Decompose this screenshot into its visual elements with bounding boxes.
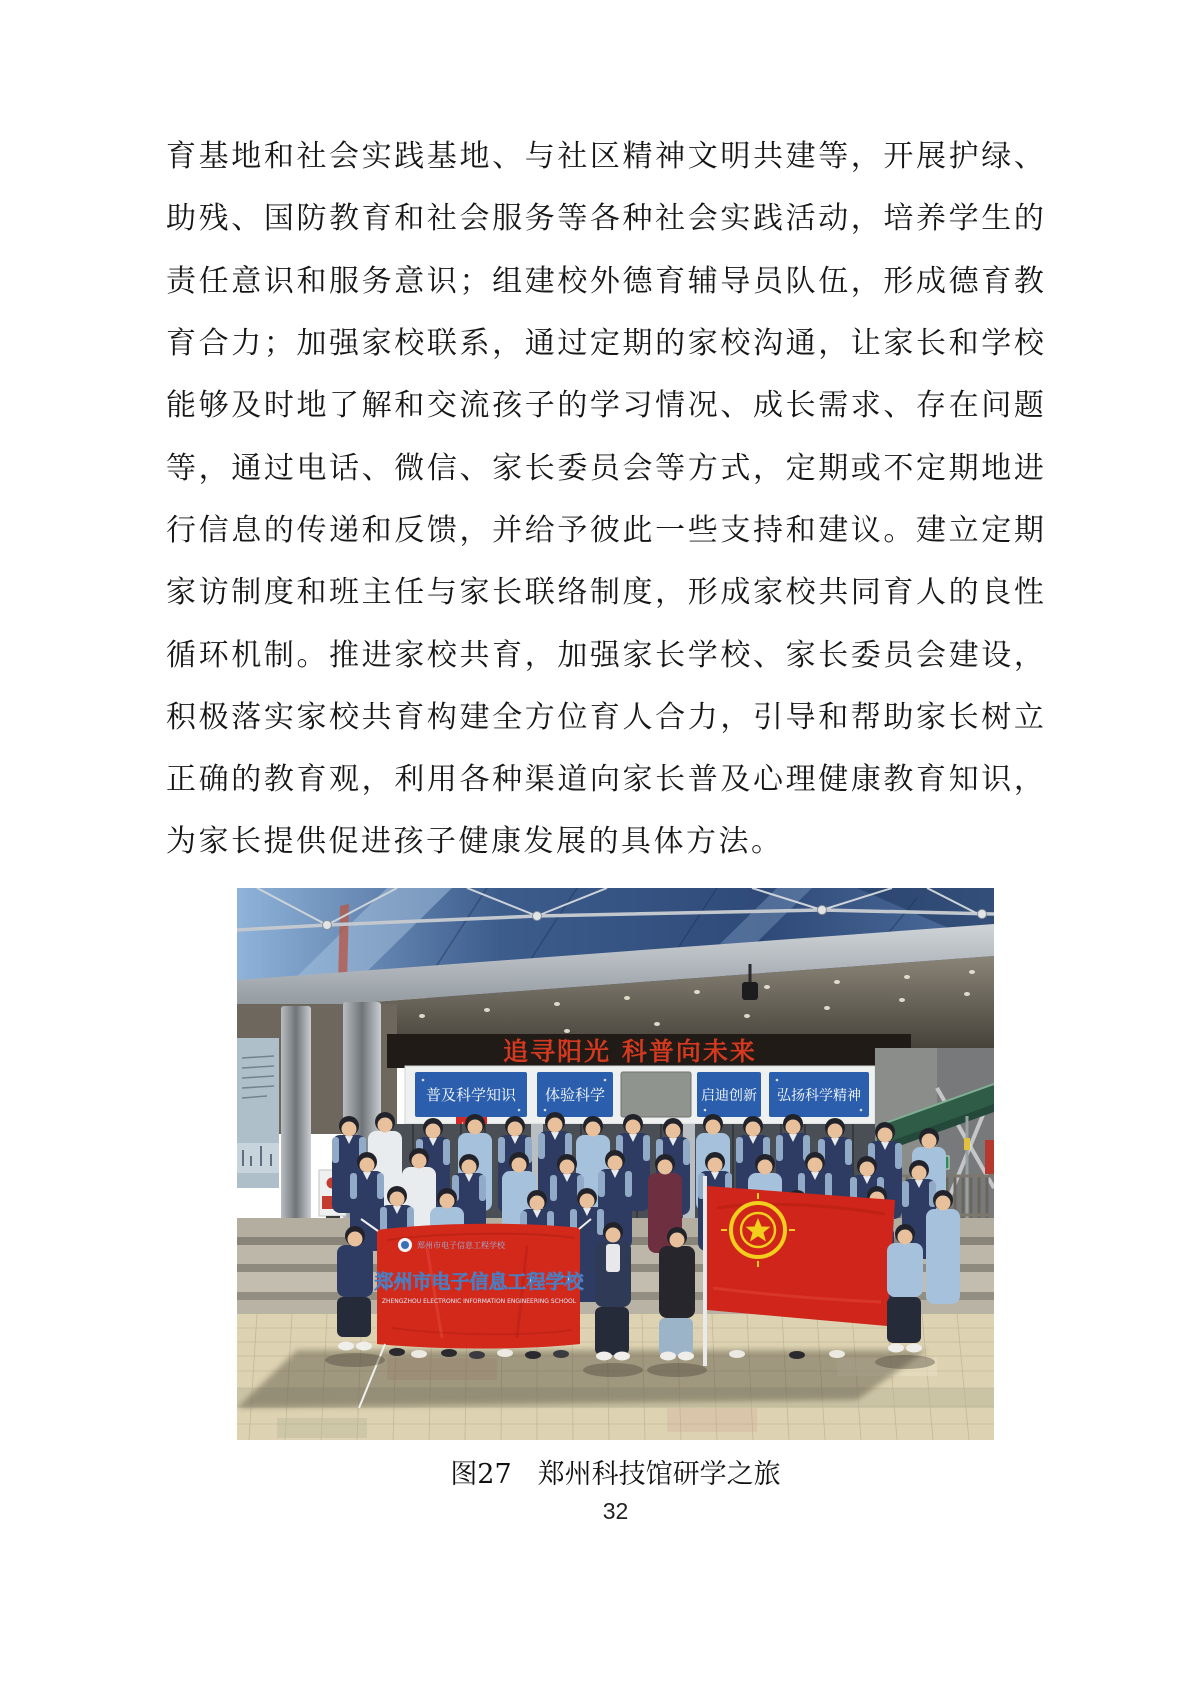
paragraph-line: 积 极 落 实 家 校 共 育 构 建 全 方 位 育 人 合 力 ， 引 导 和 帮 助 家 长 树 立: [166, 699, 1044, 735]
facade-sign: 弘扬科学精神: [777, 1088, 861, 1104]
led-sign: [387, 1034, 911, 1068]
paragraph-line: 能 够 及 时 地 了 解 和 交 流 孩 子 的 学 习 情 况 、 成 长 需 求 、 存 在 问 题: [166, 388, 1044, 424]
figure-caption: [237, 1452, 994, 1491]
facade-sign: 体验科学: [544, 1086, 606, 1104]
paragraph-line: 正 确 的 教 育 观 ， 利 用 各 种 渠 道 向 家 长 普 及 心 理 健 康 教 育 知 识 ，: [166, 762, 1044, 798]
paragraph-line: 育 基 地 和 社 会 实 践 基 地 、 与 社 区 精 神 文 明 共 建 等 ， 开 展 护 绿 、: [166, 139, 1044, 175]
museum-photo-illustration: [237, 888, 994, 1440]
figure-caption-title: 郑州科技馆研学之旅: [537, 1459, 781, 1490]
banner-header-text: 郑州市电子信息工程学校: [417, 1241, 505, 1250]
banner-school-name: 郑州市电子信息工程学校: [374, 1271, 584, 1293]
body-paragraph: [166, 122, 1044, 870]
banner-school-name-en: ZHENGZHOU ELECTRONIC INFORMATION ENGINEERING SCHOOL: [381, 1298, 577, 1305]
paragraph-line: 助 残 、 国 防 教 育 和 社 会 服 务 等 各 种 社 会 实 践 活 动 ， 培 养 学 生 的: [166, 201, 1044, 237]
page-number: 32: [602, 1498, 629, 1524]
paragraph-line: 行 信 息 的 传 递 和 反 馈 ， 并 给 予 彼 此 一 些 支 持 和 建 议 。 建 立 定 期: [166, 512, 1044, 548]
facade-sign: 启迪创新: [701, 1088, 757, 1104]
paragraph-line: 循 环 机 制 。 推 进 家 校 共 育 ， 加 强 家 长 学 校 、 家 长 委 员 会 建 设 ，: [166, 637, 1044, 673]
figure-photo: [237, 888, 994, 1440]
paragraph-line: 等 ， 通 过 电 话 、 微 信 、 家 长 委 员 会 等 方 式 ， 定 期 或 不 定 期 地 进: [166, 450, 1044, 486]
led-slogan-text: 追寻阳光 科普向未来: [503, 1037, 757, 1066]
column: [281, 1006, 311, 1241]
figure-caption-label: 图27: [450, 1459, 512, 1490]
paragraph-line: 育 合 力 ； 加 强 家 校 联 系 ， 通 过 定 期 的 家 校 沟 通 ， 让 家 长 和 学 校: [166, 326, 1044, 362]
paragraph-line: 责 任 意 识 和 服 务 意 识 ； 组 建 校 外 德 育 辅 导 员 队 伍 ， 形 成 德 育 教: [166, 263, 1044, 299]
paragraph-line: 为家长提供促进孩子健康发展的具体方法。: [166, 824, 784, 860]
facade-sign: 普及科学知识: [425, 1086, 517, 1104]
paragraph-line: 家 访 制 度 和 班 主 任 与 家 长 联 络 制 度 ， 形 成 家 校 共 同 育 人 的 良 性: [166, 575, 1044, 611]
